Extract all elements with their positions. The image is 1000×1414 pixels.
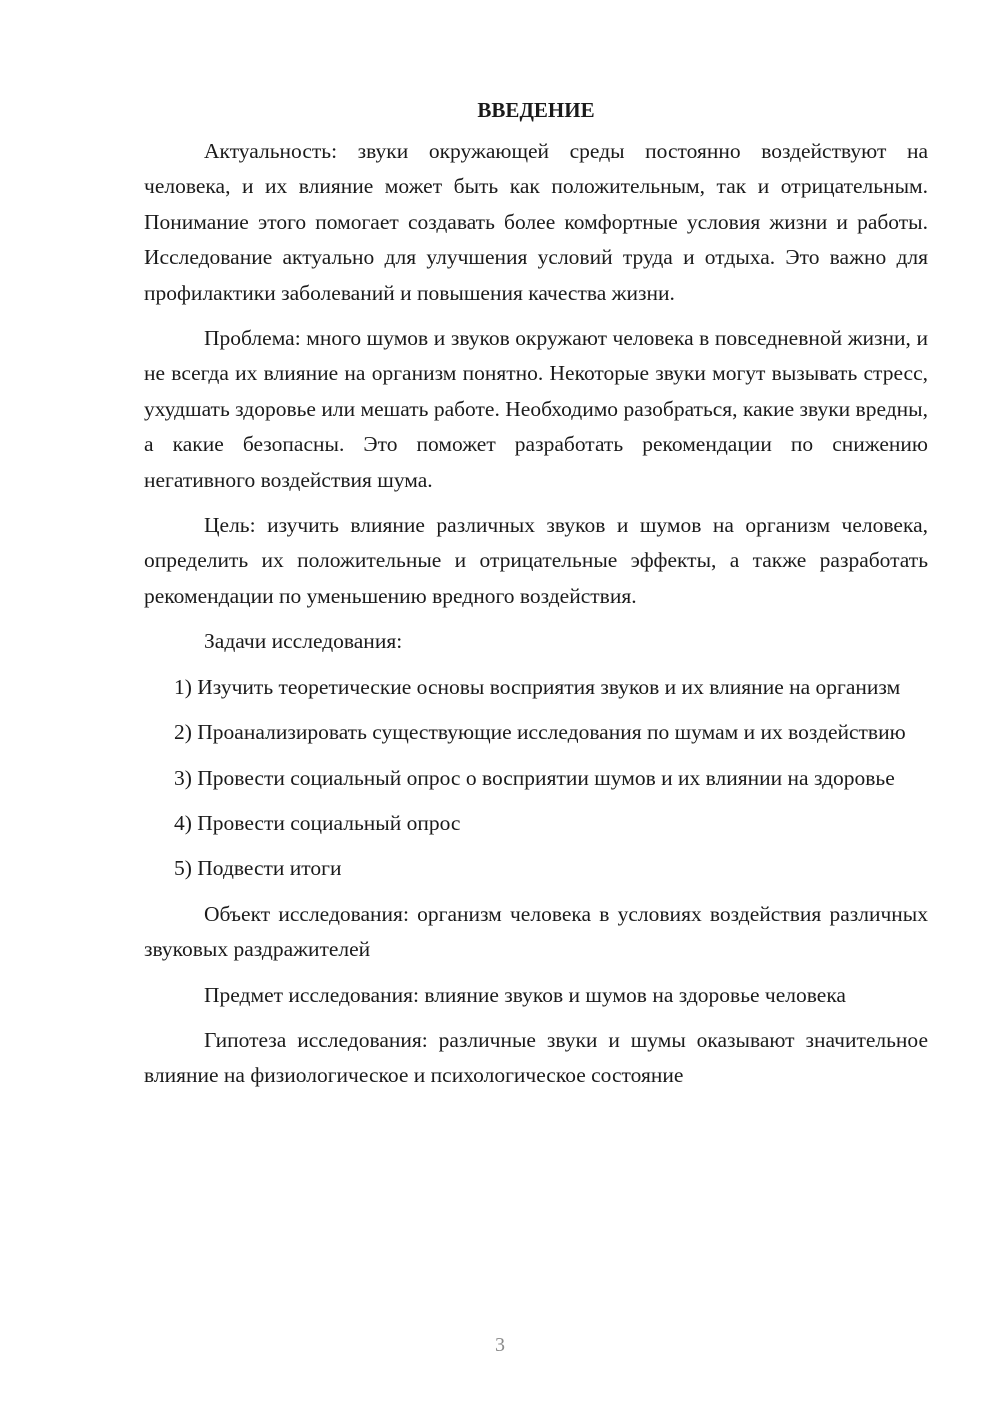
page-number: 3 (495, 1334, 505, 1356)
goal-paragraph: Цель: изучить влияние различных звуков и шумов на организм человека, определить их положительные и отрицательные эффекты, а также разработать рекомендации по уменьшению вредного воздействия. (144, 513, 928, 608)
task-item: 5) Подвести итоги (174, 856, 342, 881)
object-paragraph: Объект исследования: организм человека в условиях воздействия различных звуковых раздражителей (144, 901, 928, 962)
task-item: 3) Провести социальный опрос о восприятии шумов и их влиянии на здоровье (174, 765, 895, 790)
problem-paragraph: Проблема: много шумов и звуков окружают человека в повседневной жизни, и не всегда их влияние на организм понятно. Некоторые звуки могут вызывать стресс, ухудшать здоровье или мешать работе. Необходимо разобраться, какие звуки вредны, а какие безопасны. Это поможет разработать рекомендации по снижению негативного воздействия шума. (144, 326, 928, 492)
hypothesis-paragraph: Гипотеза исследования: различные звуки и шумы оказывают значительное влияние на физиологическое и психологическое состояние (144, 1027, 928, 1088)
document-page (144, 92, 928, 1094)
relevance-paragraph: Актуальность: звуки окружающей среды постоянно воздействуют на человека, и их влияние может быть как положительным, так и отрицательным. Понимание этого помогает создавать более комфортные условия жизни и работы. Исследование актуально для улучшения условий труда и отдыха. Это важно для профилактики заболеваний и повышения качества жизни. (144, 139, 928, 305)
section-heading: ВВЕДЕНИЕ (477, 98, 595, 122)
tasks-title: Задачи исследования: (204, 629, 403, 654)
task-item: 2) Проанализировать существующие исследования по шумам и их воздействию (174, 720, 906, 745)
task-item: 4) Провести социальный опрос (174, 810, 461, 835)
task-item: 1) Изучить теоретические основы восприятия звуков и их влияние на организм (174, 674, 901, 699)
subject-paragraph: Предмет исследования: влияние звуков и шумов на здоровье человека (204, 982, 846, 1007)
